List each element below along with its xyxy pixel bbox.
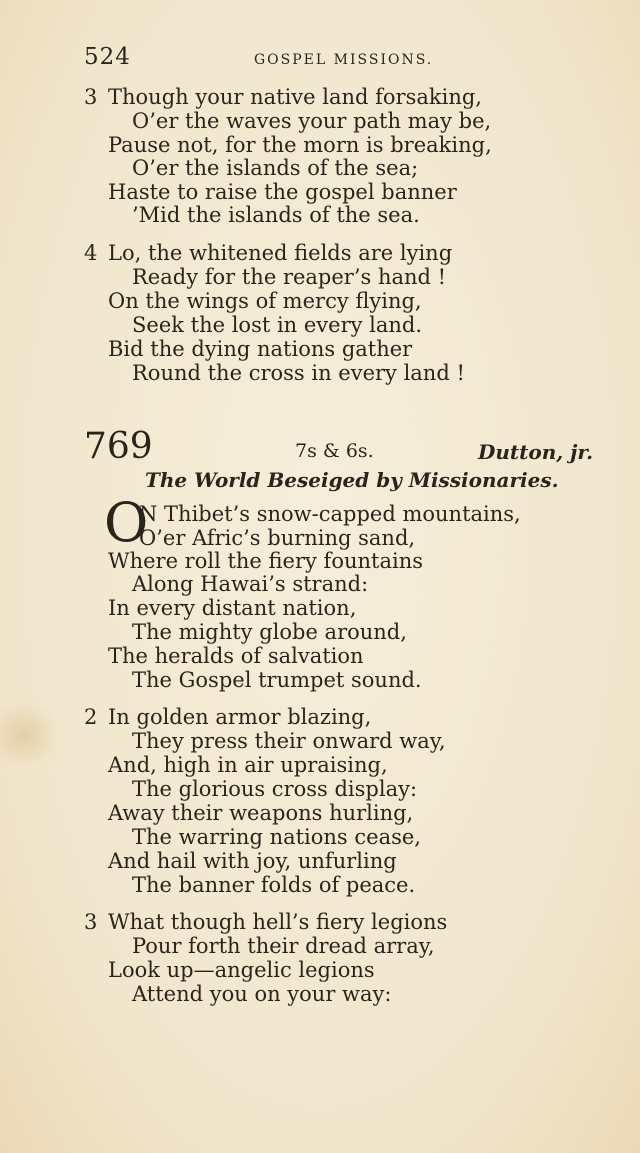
- stanza-number: 4: [84, 241, 98, 265]
- hymn-number: 769: [84, 426, 153, 467]
- hymn-title: The World Beseiged by Missionaries.: [145, 468, 559, 492]
- verse-line: They press their onward way,: [132, 729, 446, 753]
- page-number: 524: [84, 44, 131, 70]
- drop-cap: O: [104, 491, 149, 554]
- verse-line: N Thibet’s snow-capped mountains,: [139, 502, 521, 526]
- paper-stain: [0, 700, 60, 770]
- verse-line: Along Hawai’s strand:: [132, 572, 369, 596]
- verse-line: In golden armor blazing,: [108, 705, 372, 729]
- verse-line: Where roll the fiery fountains: [108, 549, 423, 573]
- verse-line: O’er the waves your path may be,: [132, 109, 492, 133]
- verse-line: The Gospel trumpet sound.: [132, 668, 422, 692]
- verse-line: Pause not, for the morn is breaking,: [108, 133, 492, 157]
- verse-line: And hail with joy, unfurling: [108, 849, 397, 873]
- verse-line: The glorious cross display:: [132, 777, 418, 801]
- verse-line: O’er the islands of the sea;: [132, 156, 419, 180]
- page-header: [84, 44, 584, 74]
- hymn-meter: 7s & 6s.: [295, 440, 374, 462]
- verse-line: The heralds of salvation: [108, 644, 364, 668]
- verse-line: Look up—angelic legions: [108, 958, 375, 982]
- verse-line: Round the cross in every land !: [132, 361, 465, 385]
- verse-line: Seek the lost in every land.: [132, 313, 423, 337]
- verse-line: The mighty globe around,: [132, 620, 407, 644]
- stanza-number: 3: [84, 85, 98, 109]
- verse-line: The banner folds of peace.: [132, 873, 416, 897]
- verse-line: Attend you on your way:: [132, 982, 392, 1006]
- verse-line: Ready for the reaper’s hand !: [132, 265, 447, 289]
- verse-line: ’Mid the islands of the sea.: [132, 203, 420, 227]
- verse-line: Away their weapons hurling,: [108, 801, 414, 825]
- verse-line: And, high in air upraising,: [108, 753, 388, 777]
- verse-line: Bid the dying nations gather: [108, 337, 413, 361]
- verse-line: Haste to raise the gospel banner: [108, 180, 457, 204]
- running-title: GOSPEL MISSIONS.: [254, 52, 434, 68]
- verse-line: On the wings of mercy flying,: [108, 289, 422, 313]
- verse-line: The warring nations cease,: [132, 825, 421, 849]
- hymn-tune: Dutton, jr.: [478, 440, 594, 464]
- verse-line: Pour forth their dread array,: [132, 934, 435, 958]
- stanza-number: 2: [84, 705, 98, 729]
- verse-line: Though your native land forsaking,: [108, 85, 482, 109]
- stanza-number: 3: [84, 910, 98, 934]
- verse-line: What though hell’s fiery legions: [108, 910, 448, 934]
- verse-line: In every distant nation,: [108, 596, 357, 620]
- verse-line: Lo, the whitened fields are lying: [108, 241, 453, 265]
- verse-line: O’er Afric’s burning sand,: [139, 526, 416, 550]
